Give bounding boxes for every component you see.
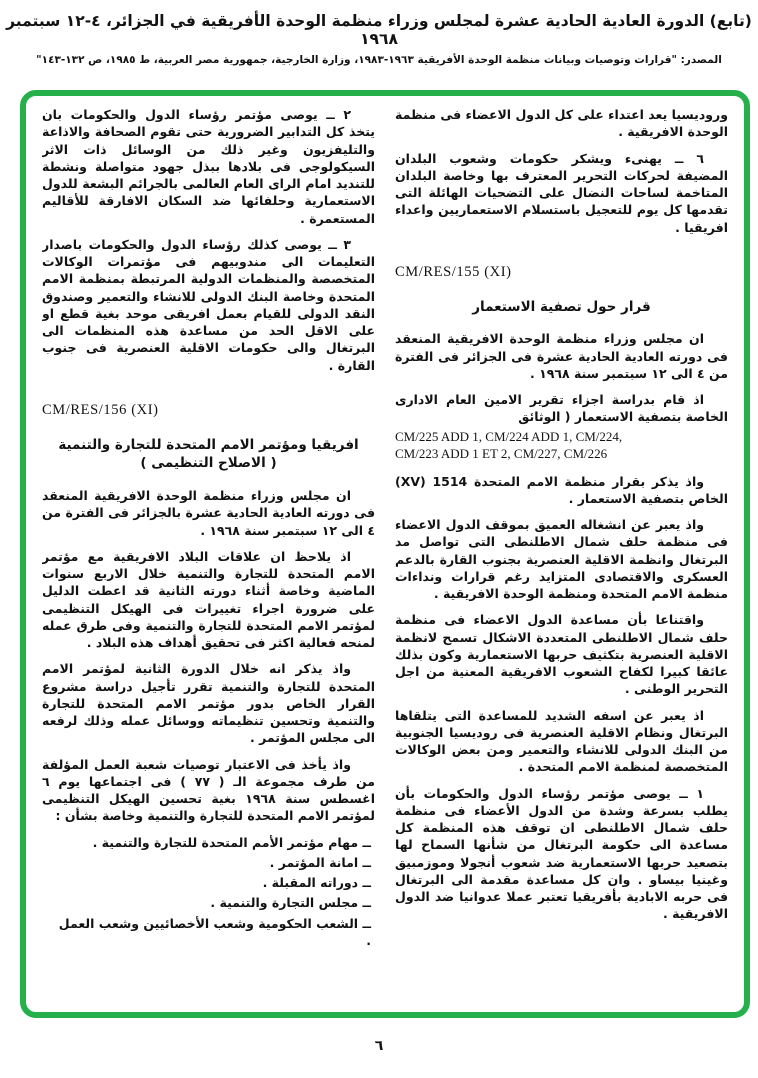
paragraph-notes-relations: اذ يلاحظ ان علاقات البلاد الافريقية مع مؤتمر الامم المتحدة للتجارة والتنمية خلال الاربع سنوات الماضية وخاصة أثناء دورته الثانية قد اعطت الدليل على ضرورة اجراء تغييرات فى الهيكل التنظيمى لمؤتمر الامم المتحدة للتجارة والتنمية وفى طرق عمله لمنحه فعالية اكثر فى تحقيق أهداف هذه البلاد . (42, 548, 375, 650)
paragraph-regret: اذ يعبر عن اسفه الشديد للمساعدة التى يتلقاها البرتغال ونظام الاقلية العنصرية فى روديسيا الجنوبية من البنك الدولى للانشاء والتعمير ومن بعض الوكالات المتخصصة لمنظمة الامم المتحدة . (395, 707, 728, 775)
paragraph-rhodesia: وروديسيا يعد اعتداء على كل الدول الاعضاء فى منظمة الوحدة الافريقية . (395, 107, 728, 140)
paragraph-recalls-second-session: واذ يذكر انه خلال الدورة الثانية لمؤتمر الامم المتحدة للتجارة والتنمية تقرر تأجيل دراسة مشروع القرار الخاص بدور مؤتمر الامم المتحدة للتجارة والتنمية وتحسين تنظيماته ووسائل عمله وذلك لرفعه الى مجلس المؤتمر . (42, 661, 375, 746)
paragraph-clause-6: ٦ ــ يهنىء ويشكر حكومات وشعوب البلدان المضيفة لحركات التحرير المعترف بها وخاصة البلدان المتاخمة لساحات النضال على التضحيات الهائلة التى تقدمها كل يوم للتعجيل باستسلام الاستعماريين واعداء افريقيا . (395, 150, 728, 235)
list-item-committees: ــ الشعب الحكومية وشعب الأخصائيين وشعب العمل . (58, 915, 371, 948)
resolution-title-unctad (42, 436, 375, 473)
paragraph-recommendation-2: ٢ ــ يوصى مؤتمر رؤساء الدول والحكومات بان يتخذ كل التدابير الضرورية حتى تقوم الصحافة والاذاعة والتليفزيون وغير ذلك من الوسائل ذات الاثر السيكولوجى فى بلادها ببذل جهود متواصلة ونشطة للتنديد امام الراى العام العالمى بالجرائم البشعة للدول الاستعمارية وحلفائها ضد السكان الافارقة للأقاليم المستعمرة . (42, 107, 375, 226)
content-frame (20, 90, 750, 1018)
agenda-list (42, 834, 375, 950)
resolution-title-decolonization: قرار حول تصفية الاستعمار (472, 298, 651, 315)
page-number: ٦ (374, 1038, 384, 1054)
source-citation: المصدر: "قرارات وتوصيات وبيانات منظمة الوحدة الأفريقية ١٩٦٣-١٩٨٣، وزارة الخارجية، جمهورية مصر العربية، ط ١٩٨٥، ص ١٣٢-١٤٣" (36, 54, 722, 66)
document-references-line2: CM/223 ADD 1 ET 2, CM/227, CM/226 (395, 446, 608, 462)
session-title: (تابع) الدورة العادية الحادية عشرة لمجلس وزراء منظمة الوحدة الأفريقية في الجزائر، ٤-١٢ سبتمبر ١٩٦٨ (6, 12, 752, 48)
paragraph-recommendation-1: ١ ــ يوصى مؤتمر رؤساء الدول والحكومات بأن يطلب بسرعة وشدة من الدول الأعضاء فى منظمة حلف شمال الاطلنطى ان توقف هذه المنظمة كل مساعدة الى حكومة البرتغال من شأنها السماح لها بتصعيد حربها الاستعمارية ضد شعوب أنجولا وموزمبيق وغينيا بيساو . وان كل مساعدة مقدمة الى البرتغال فى حربه الابادية بأفريقيا تعتبر عملا عدوانيا ضد الدول الافريقية . (395, 785, 728, 922)
list-item-functions: ــ مهام مؤتمر الأمم المتحدة للتجارة والتنمية . (92, 834, 371, 850)
paragraph-considers-group77: واذ يأخذ فى الاعتبار توصيات شعبة العمل المؤلفة من طرف مجموعة الـ ( ٧٧ ) فى اجتماعها يوم ٦ اغسطس سنة ١٩٦٨ بغية تحسين الهيكل التنظيمى لمؤتمر الامم المتحدة للتجارة والتنمية وخاصة بشأن : (42, 756, 375, 824)
resolution-title-unctad-line1: افريقيا ومؤتمر الامم المتحدة للتجارة والتنمية (58, 436, 359, 453)
document-references (395, 428, 728, 463)
list-item-future-sessions: ــ دوراته المقبلة . (262, 875, 371, 890)
paragraph-council-session-2: ان مجلس وزراء منظمة الوحدة الافريقية المنعقد فى دورته العادية الحادية عشرة بالجزائر فى الفترة من ٤ الى ١٢ سبتمبر سنة ١٩٦٨ . (42, 488, 375, 538)
column-left (42, 106, 375, 1006)
resolution-title-unctad-line2: ( الاصلاح التنظيمى ) (140, 455, 277, 472)
document-references-line1: CM/225 ADD 1, CM/224 ADD 1, CM/224, (395, 428, 623, 444)
page-header (0, 12, 758, 66)
paragraph-nato-concern: واذ يعبر عن انشغاله العميق بموقف الدول الاعضاء فى منظمة حلف شمال الاطلنطى التى تواصل مد البرتغال وانظمة الاقلية العنصرية بجنوب القارة بالدعم العسكرى والاقتصادى المتزايد رغم قرارات ونداءات منظمة الامم المتحدة ومنظمة الوحدة الافريقية . (395, 517, 728, 602)
paragraph-conviction: واقتناعا بأن مساعدة الدول الاعضاء فى منظمة حلف شمال الاطلنطى المتعددة الاشكال تسمح لانظمة الاقلية العنصرية بتكثيف حربها الاستعمارية وكون بذلك عائقا كبيرا لكفاح الشعوب الافريقية المعنية من اجل التحرير الوطنى . (395, 612, 728, 697)
list-item-secretariat: ــ امانة المؤتمر . (269, 854, 371, 870)
resolution-code-156: CM/RES/156 (XI) (42, 401, 159, 418)
paragraph-council-session: ان مجلس وزراء منظمة الوحدة الافريقية المنعقد فى دورته العادية الحادية عشرة فى الجزائر فى الفترة من ٤ الى ١٢ سبتمبر سنة ١٩٦٨ . (395, 331, 728, 381)
paragraph-recommendation-3: ٣ ــ يوصى كذلك رؤساء الدول والحكومات باصدار التعليمات الى مندوبيهم فى مؤتمرات الوكالات المتخصصة والمنظمات الدولية المرتبطة بمنظمة الامم المتحدة وخاصة البنك الدولى للانشاء والتعمير وصندوق النقد الدولى للقيام بعمل افريقى موحد بغية قطع او على الاقل الحد من مساعدة هذه المنظمات الى البرتغال والى حكومات الاقلية العنصرية فى جنوب القارة . (42, 236, 375, 373)
paragraph-recall-1514: واذ يذكر بقرار منظمة الامم المتحدة 1514 (XV) الخاص بتصفية الاستعمار . (395, 473, 728, 506)
column-right (395, 106, 728, 1006)
resolution-code-155: CM/RES/155 (XI) (395, 263, 512, 280)
paragraph-docs-intro: اذ قام بدراسة اجزاء تقرير الامين العام الادارى الخاصة بتصفية الاستعمار ( الوثائق (395, 392, 728, 425)
list-item-trade-board: ــ مجلس التجارة والتنمية . (210, 895, 371, 911)
